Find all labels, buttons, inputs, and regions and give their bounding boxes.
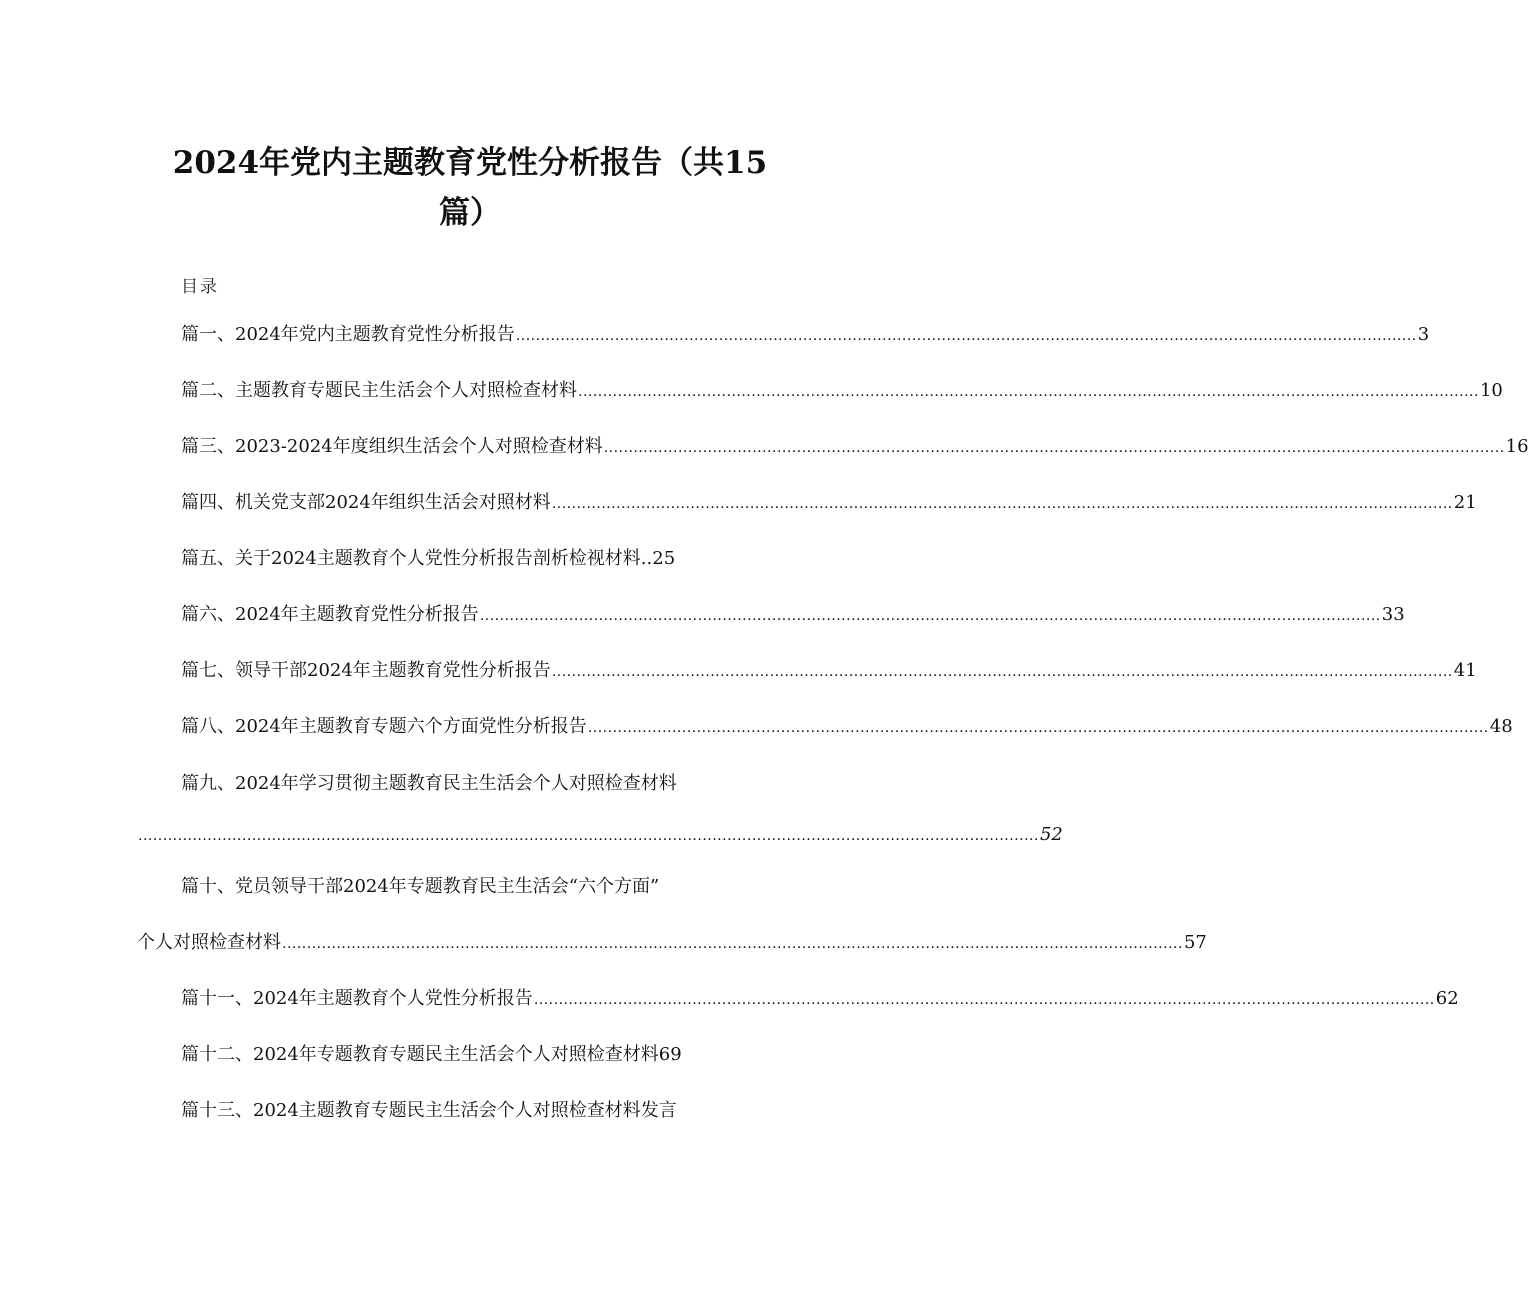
toc-entry-9-continuation[interactable]: [137, 822, 1063, 849]
toc-entry-text: 篇十一、2024年主题教育个人党性分析报告: [181, 988, 533, 1009]
toc-entry-13[interactable]: [181, 1098, 677, 1124]
toc-entry-7[interactable]: [181, 658, 1477, 685]
toc-leader-dots: ......................................................................................................................................................................................: [515, 328, 1417, 344]
toc-entry-page: 41: [1453, 660, 1477, 681]
toc-entry-1[interactable]: [181, 322, 1430, 349]
toc-entry-page: 21: [1453, 492, 1477, 513]
title-line-2: 篇）: [439, 195, 501, 231]
toc-entry-6[interactable]: [181, 602, 1405, 629]
toc-entry-10[interactable]: [181, 874, 659, 900]
toc-entry-8[interactable]: [181, 714, 1513, 741]
toc-entry-text-continued: 个人对照检查材料: [137, 932, 281, 953]
toc-entry-text: 篇十三、2024主题教育专题民主生活会个人对照检查材料发言: [181, 1100, 677, 1121]
toc-entry-10-continuation[interactable]: [137, 930, 1207, 957]
toc-entry-5[interactable]: [181, 546, 675, 572]
toc-entry-text: 篇七、领导干部2024年主题教育党性分析报告: [181, 660, 551, 681]
toc-entry-text: 篇九、2024年学习贯彻主题教育民主生活会个人对照检查材料: [181, 773, 677, 794]
toc-entry-page: 3: [1417, 324, 1430, 345]
toc-entry-2[interactable]: [181, 378, 1503, 405]
toc-entry-12[interactable]: [181, 1042, 682, 1068]
toc-leader-dots: ......................................................................................................................................................................................: [138, 828, 1039, 844]
toc-entry-page: 33: [1381, 604, 1405, 625]
toc-entry-text: 篇六、2024年主题教育党性分析报告: [181, 604, 479, 625]
toc-leader-dots: ......................................................................................................................................................................................: [603, 440, 1505, 456]
toc-entry-page: 48: [1489, 716, 1513, 737]
document-title: [150, 138, 790, 238]
toc-entry-page: 62: [1435, 988, 1459, 1009]
toc-entry-3[interactable]: [181, 434, 1529, 461]
toc-leader-dots: ......................................................................................................................................................................................: [578, 384, 1479, 400]
toc-entry-9[interactable]: [181, 771, 677, 797]
toc-entry-text: 篇五、关于2024主题教育个人党性分析报告剖析检视材料..25: [181, 548, 676, 569]
title-line-1: 2024年党内主题教育党性分析报告（共15: [172, 145, 768, 181]
toc-entry-text: 篇十二、2024年专题教育专题民主生活会个人对照检查材料69: [181, 1044, 682, 1065]
toc-entry-text: 篇一、2024年党内主题教育党性分析报告: [181, 324, 515, 345]
toc-entry-text: 篇三、2023-2024年度组织生活会个人对照检查材料: [181, 436, 603, 457]
toc-leader-dots: ......................................................................................................................................................................................: [479, 608, 1381, 624]
toc-entry-page: 10: [1479, 380, 1503, 401]
toc-entry-page: 57: [1183, 932, 1207, 953]
toc-leader-dots: ......................................................................................................................................................................................: [551, 496, 1453, 512]
toc-entry-page: 52: [1039, 824, 1063, 845]
toc-entry-text: 篇八、2024年主题教育专题六个方面党性分析报告: [181, 716, 587, 737]
toc-entry-page: 16: [1505, 436, 1529, 457]
toc-entry-text: 篇二、主题教育专题民主生活会个人对照检查材料: [181, 380, 577, 401]
toc-entry-text: 篇四、机关党支部2024年组织生活会对照材料: [181, 492, 551, 513]
toc-leader-dots: ......................................................................................................................................................................................: [282, 936, 1183, 952]
toc-leader-dots: ......................................................................................................................................................................................: [551, 664, 1453, 680]
toc-entry-text: 篇十、党员领导干部2024年专题教育民主生活会“六个方面”: [181, 876, 660, 897]
toc-entry-4[interactable]: [181, 490, 1477, 517]
toc-entry-11[interactable]: [181, 986, 1459, 1013]
toc-heading: 目录: [181, 277, 219, 297]
toc-leader-dots: ......................................................................................................................................................................................: [587, 720, 1489, 736]
toc-leader-dots: ......................................................................................................................................................................................: [533, 992, 1435, 1008]
